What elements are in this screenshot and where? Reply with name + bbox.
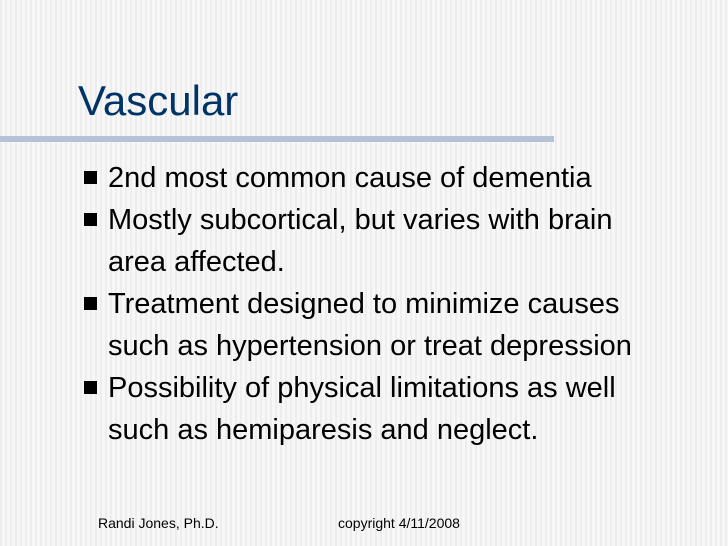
list-item (78, 283, 718, 367)
title-divider (0, 136, 554, 142)
square-bullet-icon (84, 381, 97, 394)
bullet-text: Mostly subcortical, but varies with brain area affected. (108, 204, 613, 278)
bullet-text: Treatment designed to minimize causes such as hypertension or treat depression (108, 288, 632, 362)
bullet-text: 2nd most common cause of dementia (108, 162, 592, 194)
footer-copyright: copyright 4/11/2008 (338, 515, 460, 531)
footer-author: Randi Jones, Ph.D. (98, 515, 219, 531)
bullet-list (78, 157, 718, 451)
square-bullet-icon (84, 297, 97, 310)
square-bullet-icon (84, 171, 97, 184)
list-item (78, 367, 718, 451)
slide-title: Vascular (78, 77, 239, 124)
list-item (78, 157, 718, 199)
list-item (78, 199, 718, 283)
square-bullet-icon (84, 213, 97, 226)
bullet-text: Possibility of physical limitations as well such as hemiparesis and neglect. (108, 372, 616, 446)
